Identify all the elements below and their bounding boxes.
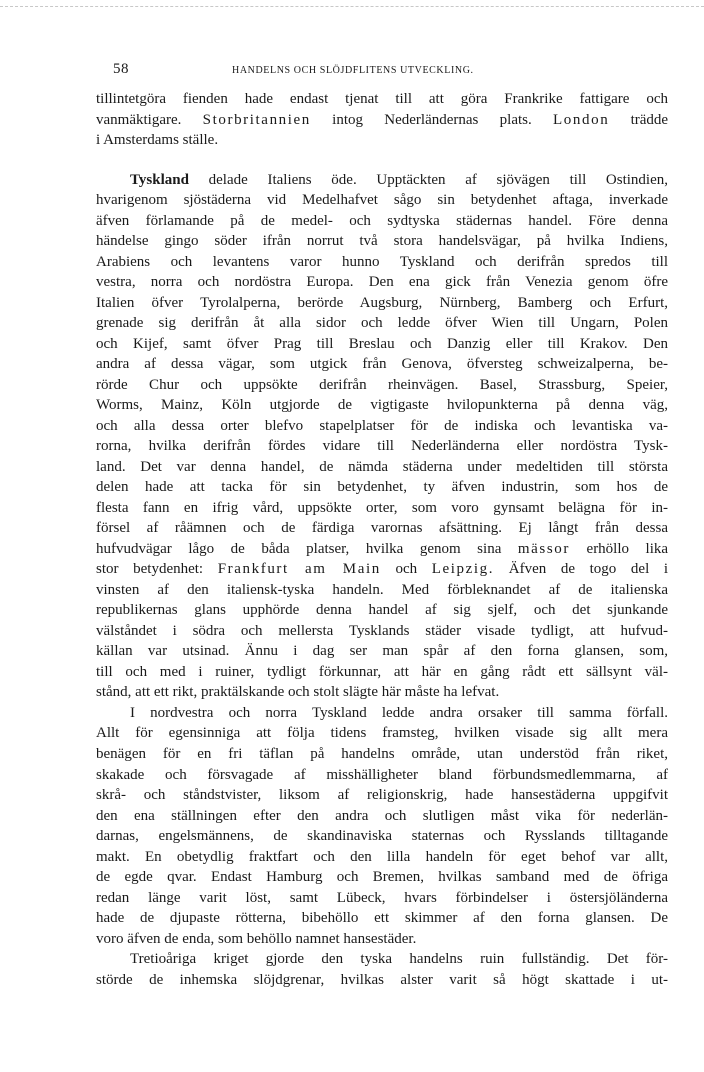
spaced-term: Frankfurt am Main [217,561,381,578]
text-line: I nordvestra och norra Tyskland ledde andra orsaker till samma förfall. [130,704,668,721]
spaced-term: Storbritannien [202,111,311,128]
text-line: grenade sig derifrån åt alla sidor och ledde öfver Wien till Ungarn, Polen [96,315,668,332]
text-line: källan var utsinad. Ännu i dag ser man spår af den forna glansen, som, [96,643,668,660]
text-line: de egde qvar. Endast Hamburg och Bremen, hvilkas samband med de öfriga [96,869,668,886]
text-line: redan länge varit löst, samt Lübeck, hvars förbindelser i östersjöländerna [96,889,668,906]
text-line: Italien öfver Tyrolalperna, berörde Augsburg, Nürnberg, Bamberg och Erfurt, [96,294,668,311]
text-line: vanmäktigare. Storbritannien intog Nederländernas plats. London trädde [96,111,669,128]
text-line: Tretioåriga kriget gjorde den tyska handelns ruin fullständig. Det för- [130,951,668,968]
text-line: välståndet i södra och mellersta Tysklands städer visade tydligt, att hufvud- [96,622,668,639]
text-line: försel af råämnen och de färdiga varornas afsättning. Ej långt från dessa [96,520,668,537]
text-line: äfven förlamande på de medel- och sydtyska städernas handel. Före denna [96,212,668,229]
text-line: hufvudvägar lågo de båda platser, hvilka genom sina mässor erhöllo lika [96,540,669,557]
page-number: 58 [113,61,129,77]
text-line: skrå- och ståndstvister, liksom af religionskrig, hade hansestäderna uppgifvit [96,787,668,804]
running-head: HANDELNS OCH SLÖJDFLITENS UTVECKLING. [232,65,474,76]
text-line: Worms, Mainz, Köln utgjorde de vigtigaste hvilopunkterna på denna väg, [96,397,668,414]
text-line: rorna, hvilka derifrån fördes vidare till Nederländerna eller nordöstra Tysk- [96,438,668,455]
text-line: rörde Chur och uppsökte derifrån rheinvägen. Basel, Strassburg, Speier, [96,376,668,393]
text-line: flesta fann en ifrig vård, uppsökte orter, som voro gynsamt belägna för in- [96,499,668,516]
text-line: den ena ställningen efter den andra och slutligen måst vika för nederlän- [96,807,668,824]
text-line: andra af dessa vägar, som utgick från Genova, öfversteg schweizalperna, be- [96,356,668,373]
spaced-term: mässor [517,540,570,557]
text-line: störde de inhemska slöjdgrenar, hvilkas alster varit så högt skattade i ut- [96,971,668,988]
section-heading-word: Tyskland [130,171,189,188]
text-line: land. Det var denna handel, de nämda städerna under medeltiden till största [96,458,668,475]
text-line: till och med i ruiner, tydligt förkunnar, att här en gång rådt ett sällsynt väl- [96,663,668,680]
text-line: stånd, att ett rikt, praktälskande och stolt slägte här måste ha lefvat. [96,684,500,701]
text-line: vinsten af den italiensk-tyska handeln. Med förbleknandet af de italienska [96,581,668,598]
text-line: tillintetgöra fienden hade endast tjenat till att göra Frankrike fattigare och [96,91,668,107]
text-line: hade de djupaste rötterna, bibehöllo ett skimmer af den forna glansen. De [96,910,668,927]
page-header [113,61,668,81]
text-line: i Amsterdams ställe. [96,132,219,149]
text-line: vestra, norra och nordöstra Europa. Den ena gick från Venezia genom öfre [96,274,668,291]
text-line: stor betydenhet: Frankfurt am Main och Leipzig. Äfven de togo del i [96,561,669,578]
text-line: hvarigenom sjöstäderna vid Medelhafvet sågo sin betydenhet aftaga, inverkade [96,192,668,209]
text-line: darnas, engelsmännens, de skandinaviska staternas och Rysslands tilltagande [96,828,668,845]
text-line: makt. En obetydlig fraktfart och den lilla handeln för eget behof var allt, [96,848,668,865]
text-line: och alla dessa orter blefvo stapelplatser för de indiska och levantiska va- [96,417,668,434]
scan-edge-rule [0,6,704,7]
text-line: och Kijef, samt öfver Prag till Breslau och Danzig eller till Krakov. Den [96,335,668,352]
paragraph-gap [96,151,668,170]
text-line: skakade och försvagade af misshälligheter bland förbundsmedlemmarna, af [96,766,668,783]
text-line: benägen för en fri täflan på handelns område, utan understöd från riket, [96,745,668,762]
text-line: delen hade att tacka för sin betydenhet, ty äfven industrin, som hos de [96,479,668,496]
spaced-term: London [553,111,610,128]
text-line: Allt för egensinniga att följa tidens framsteg, hvilken visade sig allt mera [96,725,668,742]
spaced-term: Leipzig. [431,561,495,578]
text-line: Tyskland delade Italiens öde. Upptäckten af sjövägen till Ostindien, [130,171,668,188]
body-text [96,89,668,990]
text-line: voro äfven de enda, som behöllo namnet hansestäder. [96,930,417,947]
text-line: händelse gingo söder ifrån norrut två stora handelsvägar, på hvilka Indiens, [96,233,668,250]
text-line: republikernas glans upphörde denna handel af sig sjelf, och det sjunkande [96,602,668,619]
text-line: Arabiens och levantens varor hunno Tyskland och derifrån spredos till [96,253,668,270]
